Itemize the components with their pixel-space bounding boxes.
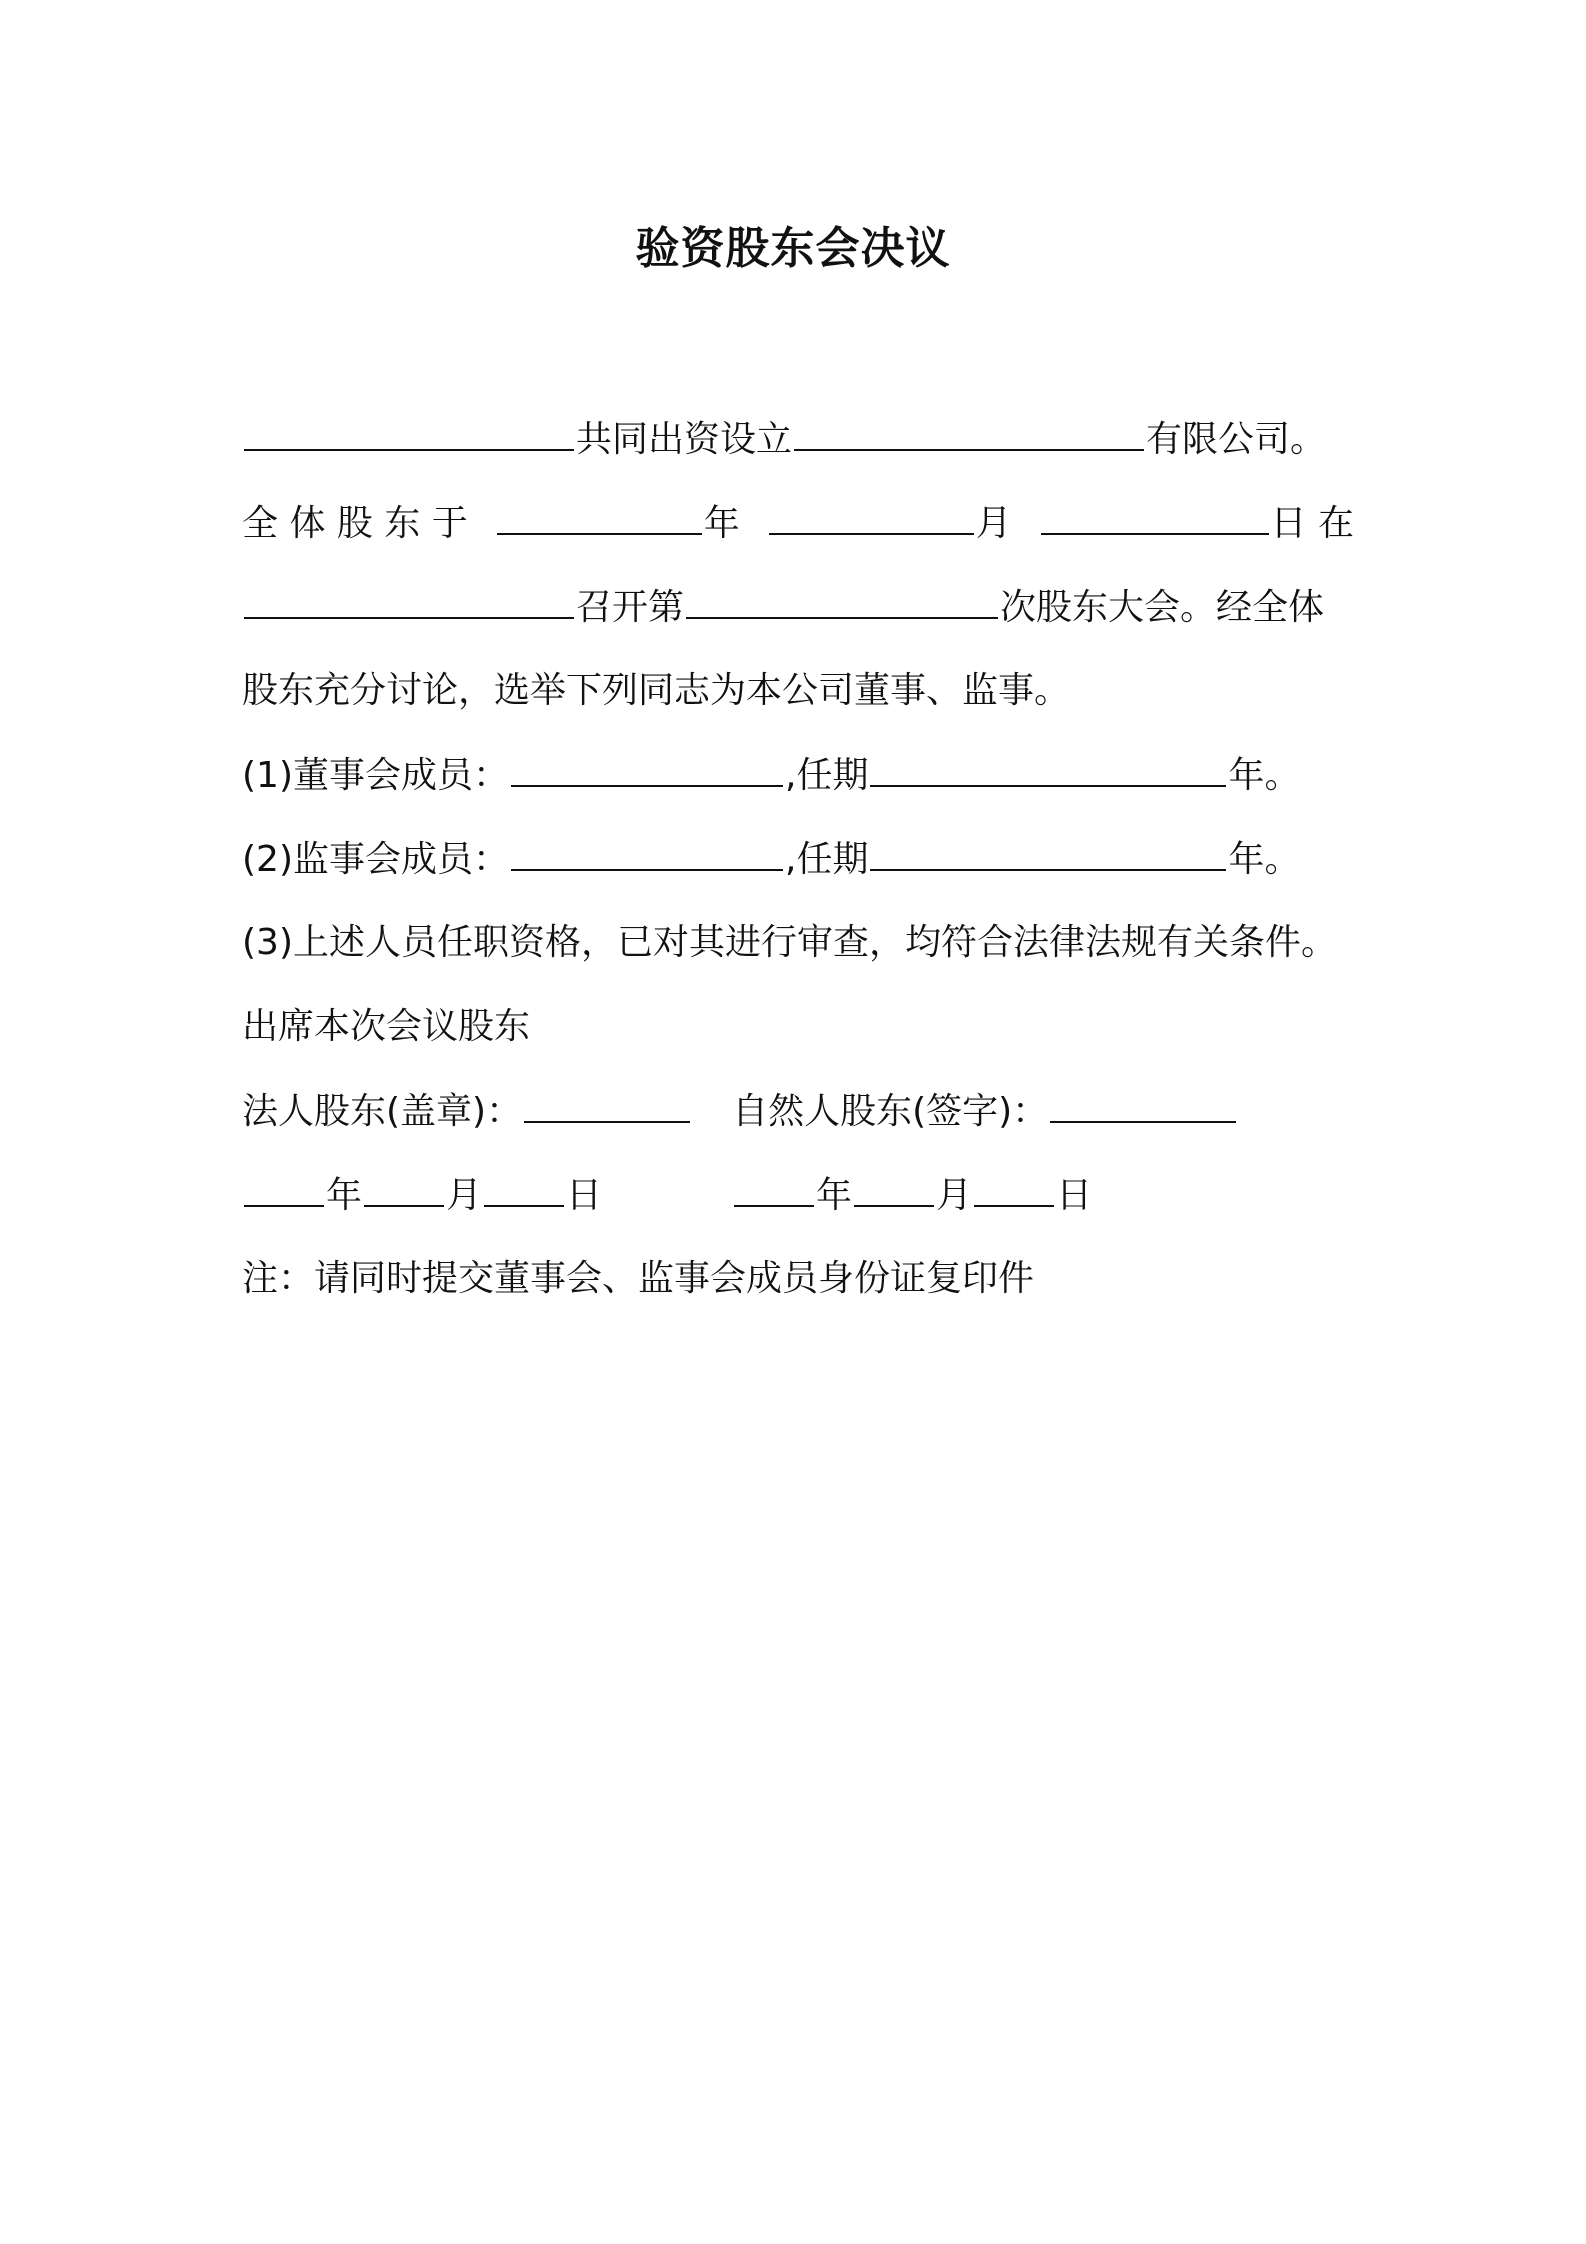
blank-date2-day-field[interactable] (974, 1169, 1054, 1207)
line-supervisory-members (242, 833, 1300, 886)
blank-board-term-field[interactable] (870, 749, 1226, 787)
text-joint-investment: 共同出资设立 (576, 419, 793, 460)
blank-location-field[interactable] (244, 581, 574, 619)
text-years: 年。 (1228, 755, 1301, 796)
blank-date1-day-field[interactable] (484, 1169, 564, 1207)
blank-supervisory-members-field[interactable] (511, 833, 783, 871)
text-shareholders-meeting: 次股东大会。经全体 (1000, 587, 1325, 628)
text-supervisory-members-label: (2)监事会成员： (242, 839, 509, 880)
text-all-shareholders-on: 全 体 股 东 于 (242, 503, 468, 544)
text-month: 月 (446, 1175, 483, 1216)
blank-shareholders-field[interactable] (244, 413, 574, 451)
text-term: ,任期 (785, 839, 869, 880)
line-board-members (242, 749, 1300, 802)
blank-date2-year-field[interactable] (734, 1169, 814, 1207)
blank-date1-month-field[interactable] (364, 1169, 444, 1207)
text-year: 年 (703, 503, 740, 544)
text-month: 月 (936, 1175, 973, 1216)
text-limited-company: 有限公司。 (1146, 419, 1327, 460)
blank-board-members-field[interactable] (511, 749, 783, 787)
text-day-at: 日 在 (1270, 503, 1354, 544)
line-qualification-review: (3)上述人员任职资格，已对其进行审查，均符合法律法规有关条件。 (242, 922, 1337, 963)
text-years: 年。 (1228, 839, 1301, 880)
line-company-founding (242, 413, 1326, 466)
text-month: 月 (975, 503, 1012, 544)
blank-meeting-number-field[interactable] (686, 581, 998, 619)
text-term: ,任期 (785, 755, 869, 796)
text-day: 日 (566, 1175, 603, 1216)
line-meeting-location (242, 581, 1354, 634)
blank-legal-person-seal-field[interactable] (524, 1085, 690, 1123)
blank-date2-month-field[interactable] (854, 1169, 934, 1207)
blank-month-field[interactable] (769, 497, 974, 535)
line-signatures (242, 1085, 1238, 1138)
text-natural-person-signature: 自然人股东(签字)： (732, 1091, 1049, 1132)
blank-date1-year-field[interactable] (244, 1169, 324, 1207)
text-board-members-label: (1)董事会成员： (242, 755, 509, 796)
text-legal-person-seal: 法人股东(盖章)： (242, 1091, 523, 1132)
line-discussion: 股东充分讨论，选举下列同志为本公司董事、监事。 (242, 670, 1071, 711)
document-title: 验资股东会决议 (635, 223, 951, 274)
text-year: 年 (816, 1175, 853, 1216)
blank-natural-person-signature-field[interactable] (1050, 1085, 1236, 1123)
line-meeting-date (242, 497, 1354, 550)
line-signature-dates (242, 1169, 1092, 1222)
line-note: 注：请同时提交董事会、监事会成员身份证复印件 (242, 1258, 1035, 1299)
blank-supervisory-term-field[interactable] (870, 833, 1226, 871)
line-attending-shareholders: 出席本次会议股东 (242, 1006, 531, 1047)
blank-year-field[interactable] (497, 497, 702, 535)
blank-company-name-field[interactable] (794, 413, 1144, 451)
text-day: 日 (1056, 1175, 1093, 1216)
blank-day-field[interactable] (1041, 497, 1269, 535)
text-year: 年 (326, 1175, 363, 1216)
text-convene-number: 召开第 (576, 587, 685, 628)
